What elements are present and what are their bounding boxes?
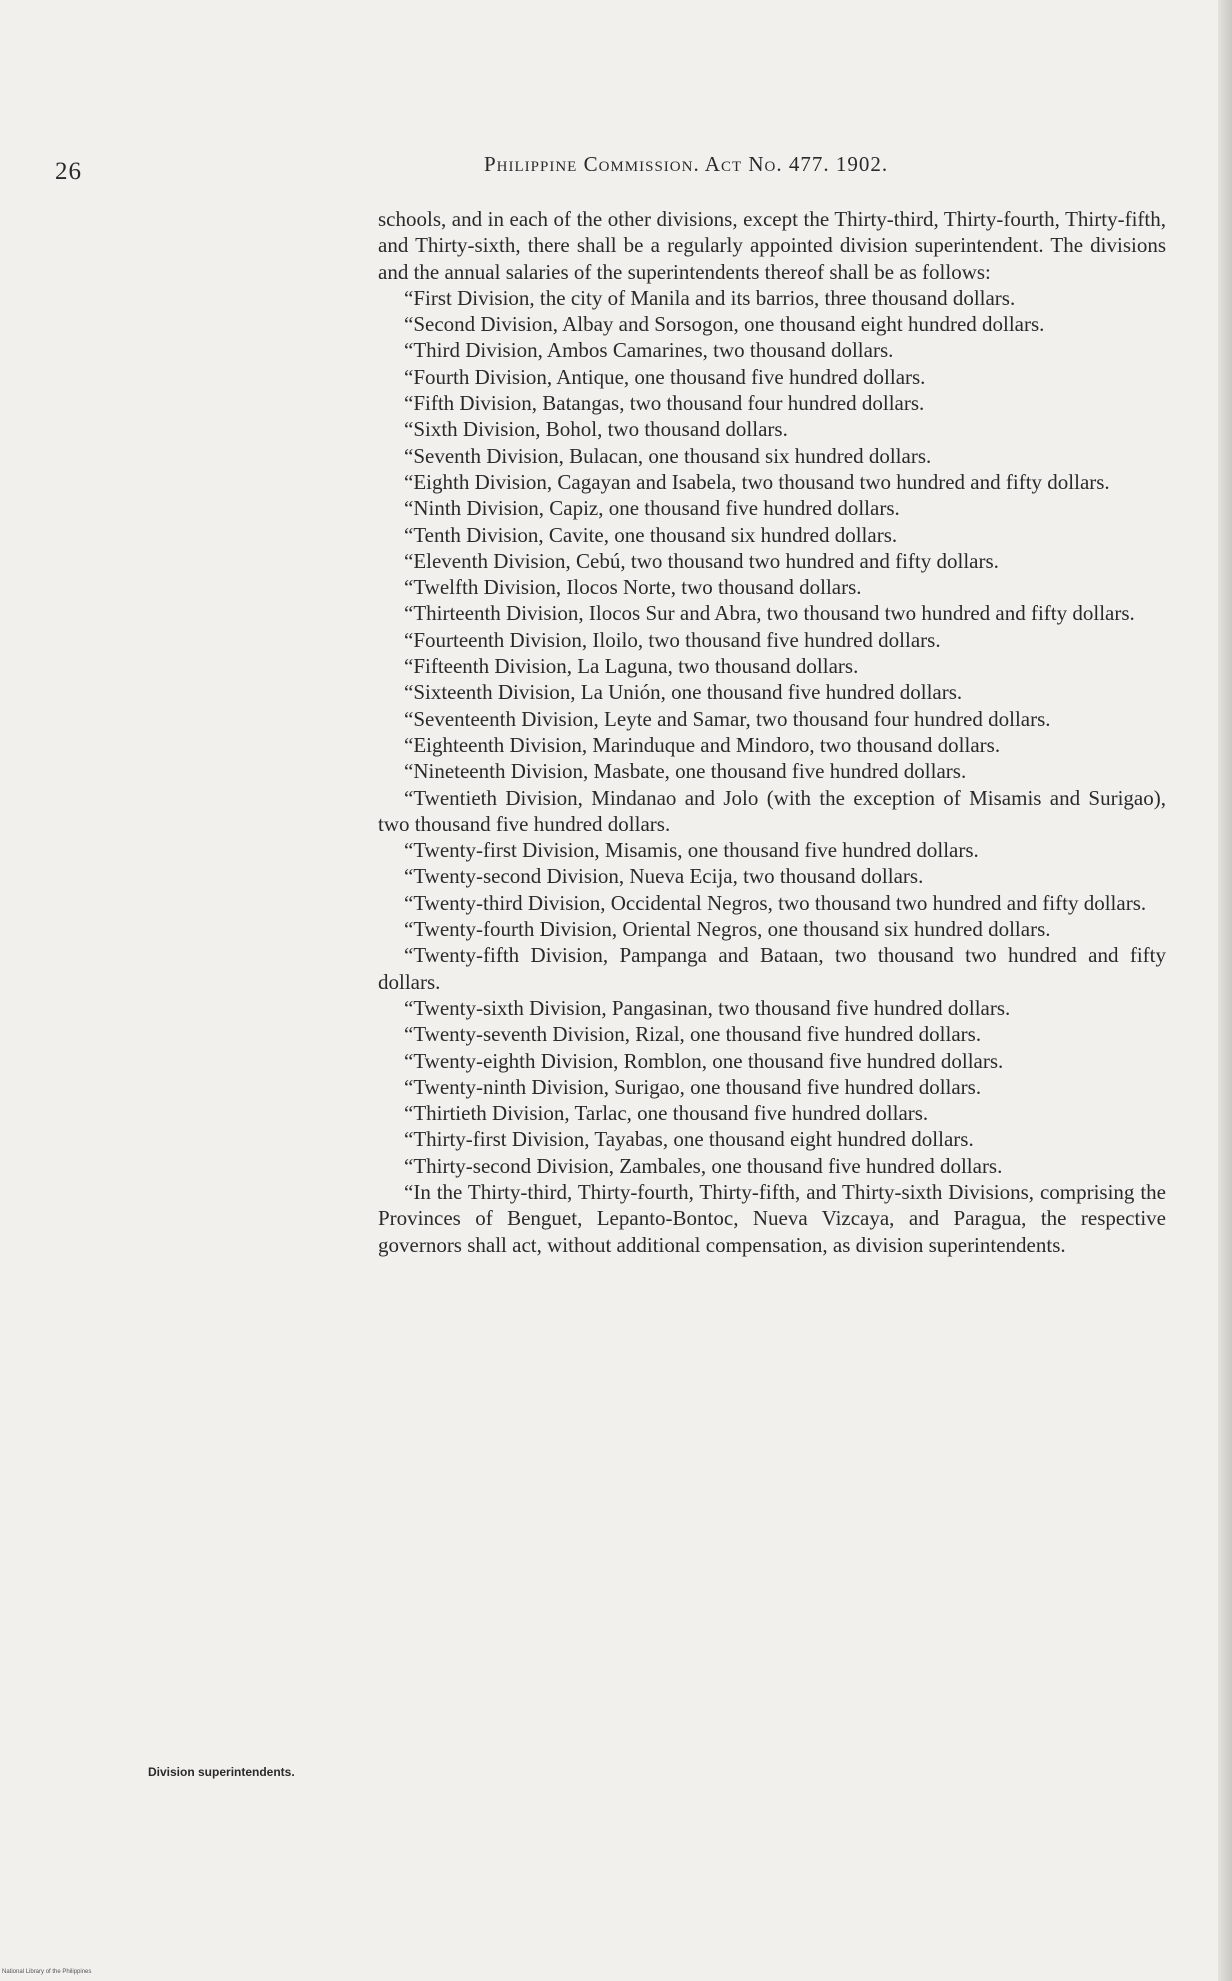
paragraph: “Thirteenth Division, Ilocos Sur and Abra, two thousand two hundred and fifty dollars. bbox=[404, 601, 1135, 626]
paragraph: “Twenty-ninth Division, Surigao, one thousand five hundred dollars. bbox=[404, 1074, 982, 1099]
paragraph: “Fourteenth Division, Iloilo, two thousand five hundred dollars. bbox=[404, 627, 941, 652]
paragraph: “Twentieth Division, Mindanao and Jolo (with the exception of Misamis and Surigao), two thousand five hundred dollars. bbox=[378, 785, 1166, 836]
running-head: Philippine Commission. Act No. 477. 1902. bbox=[484, 152, 889, 176]
margin-note: Division superintendents. bbox=[148, 1765, 295, 1779]
body-text bbox=[378, 206, 1166, 1258]
paragraph: “Twenty-eighth Division, Romblon, one thousand five hundred dollars. bbox=[404, 1048, 1004, 1073]
paragraph: “Twenty-third Division, Occidental Negros, two thousand two hundred and fifty dollars. bbox=[404, 890, 1147, 915]
paragraph: “Thirty-second Division, Zambales, one thousand five hundred dollars. bbox=[404, 1153, 1003, 1178]
paragraph: “Twenty-second Division, Nueva Ecija, two thousand dollars. bbox=[404, 864, 924, 889]
paragraph: “Eleventh Division, Cebú, two thousand two hundred and fifty dollars. bbox=[404, 548, 999, 573]
paragraph: “Fifteenth Division, La Laguna, two thousand dollars. bbox=[404, 654, 859, 679]
paragraph: “Eighteenth Division, Marinduque and Mindoro, two thousand dollars. bbox=[404, 732, 1001, 757]
paragraph: schools, and in each of the other divisions, except the Thirty-third, Thirty-fourth, Thirty-fifth, and Thirty-sixth, there shall be a regularly appointed division superintendent. The divisions and the annual salaries of the superintendents thereof shall be as follows: bbox=[378, 207, 1166, 284]
paragraph: “Twenty-fifth Division, Pampanga and Bataan, two thousand two hundred and fifty dollars. bbox=[378, 943, 1166, 994]
page-edge bbox=[1218, 0, 1232, 1981]
paragraph: “Tenth Division, Cavite, one thousand six hundred dollars. bbox=[404, 522, 898, 547]
paragraph: “Second Division, Albay and Sorsogon, one thousand eight hundred dollars. bbox=[404, 312, 1045, 337]
paragraph: “Seventeenth Division, Leyte and Samar, two thousand four hundred dollars. bbox=[404, 706, 1051, 731]
paragraph: “Third Division, Ambos Camarines, two thousand dollars. bbox=[404, 338, 894, 363]
paragraph: “Twenty-first Division, Misamis, one thousand five hundred dollars. bbox=[404, 838, 979, 863]
paragraph: “In the Thirty-third, Thirty-fourth, Thirty-fifth, and Thirty-sixth Divisions, comprising the Provinces of Benguet, Lepanto-Bontoc, Nueva Vizcaya, and Paragua, the respective governors shall act, without additional compensation, as division superintendents. bbox=[378, 1179, 1166, 1257]
paragraph: “Fourth Division, Antique, one thousand five hundred dollars. bbox=[404, 364, 926, 389]
paragraph: “Twenty-seventh Division, Rizal, one thousand five hundred dollars. bbox=[404, 1022, 982, 1047]
paragraph: “Nineteenth Division, Masbate, one thousand five hundred dollars. bbox=[404, 759, 967, 784]
paragraph: “Twelfth Division, Ilocos Norte, two thousand dollars. bbox=[404, 575, 862, 600]
paragraph: “Fifth Division, Batangas, two thousand four hundred dollars. bbox=[404, 391, 925, 416]
paragraph: “Sixth Division, Bohol, two thousand dollars. bbox=[404, 417, 788, 442]
paragraph: “Eighth Division, Cagayan and Isabela, two thousand two hundred and fifty dollars. bbox=[404, 469, 1110, 494]
page-number: 26 bbox=[55, 158, 82, 185]
paragraph: “Thirty-first Division, Tayabas, one thousand eight hundred dollars. bbox=[404, 1127, 974, 1152]
footer-credit: National Library of the Philippines bbox=[2, 1969, 92, 1975]
paragraph: “Twenty-sixth Division, Pangasinan, two thousand five hundred dollars. bbox=[404, 995, 1011, 1020]
paragraph: “First Division, the city of Manila and its barrios, three thousand dollars. bbox=[404, 285, 1016, 310]
paragraph: “Thirtieth Division, Tarlac, one thousand five hundred dollars. bbox=[404, 1101, 929, 1126]
paragraph: “Sixteenth Division, La Unión, one thousand five hundred dollars. bbox=[404, 680, 963, 705]
paragraph: “Ninth Division, Capiz, one thousand five hundred dollars. bbox=[404, 496, 900, 521]
paragraph: “Twenty-fourth Division, Oriental Negros, one thousand six hundred dollars. bbox=[404, 917, 1051, 942]
paragraph: “Seventh Division, Bulacan, one thousand six hundred dollars. bbox=[404, 443, 932, 468]
